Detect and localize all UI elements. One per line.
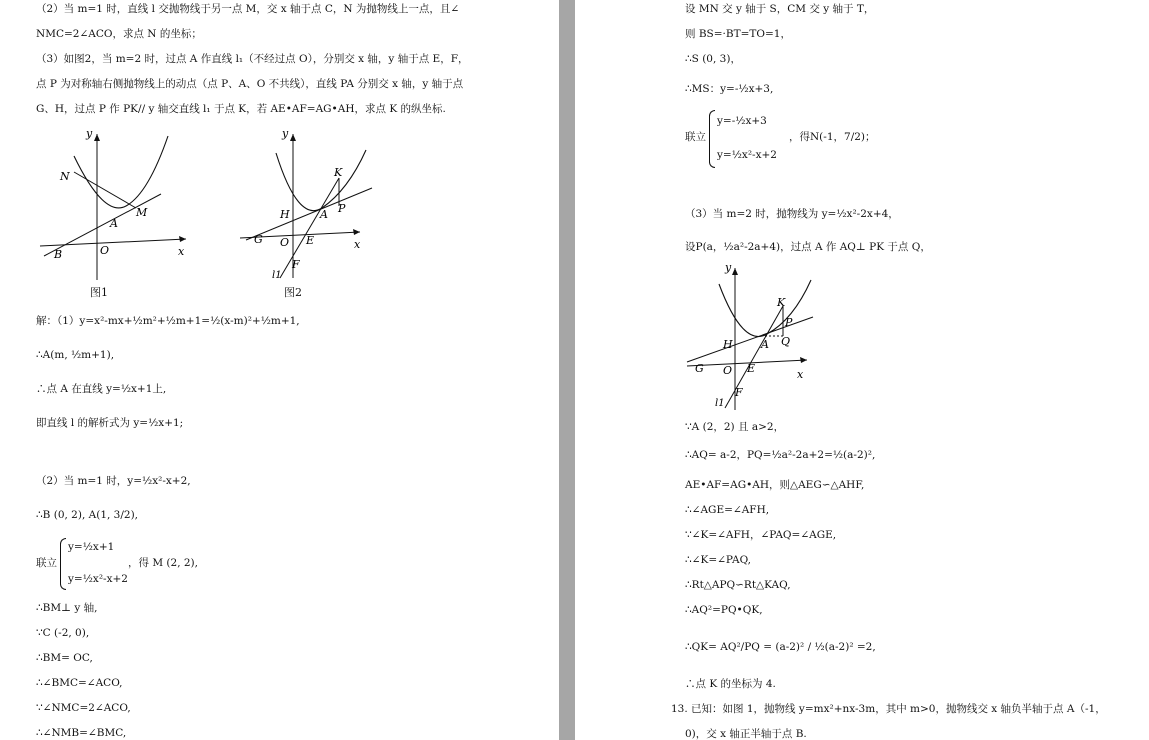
figure-1 xyxy=(36,128,196,283)
solution-line: ∴点 K 的坐标为 4. xyxy=(685,678,776,690)
system-eq: y=½x²-x+2 xyxy=(68,573,128,585)
solution-line: 即直线 l 的解析式为 y=½x+1; xyxy=(36,417,184,429)
system-eq: y=½x²-x+2 xyxy=(717,149,777,161)
system-eq: y=½x+1 xyxy=(68,541,115,553)
figure-1-caption: 图1 xyxy=(90,286,108,299)
solution-line: ∴∠AGE=∠AFH, xyxy=(685,504,770,516)
label-h: H xyxy=(280,208,290,221)
label-f: F xyxy=(292,258,300,271)
solution-line: ∴Rt△APQ∽Rt△KAQ, xyxy=(685,579,791,591)
problem-line: G、H，过点 P 作 PK// y 轴交直线 l₁ 于点 K，若 AE•AF=AG•AH，求点 K 的纵坐标. xyxy=(36,103,446,115)
solution-line: ∵C (-2, 0), xyxy=(36,627,90,639)
label-k: K xyxy=(777,296,786,309)
label-a: A xyxy=(110,217,118,230)
system-result: ，得 M (2, 2), xyxy=(128,557,198,569)
system-brace xyxy=(709,110,715,168)
left-page xyxy=(0,0,559,740)
label-e: E xyxy=(747,362,756,375)
solution-line: ∴A(m, ½m+1), xyxy=(36,349,115,361)
label-e: E xyxy=(306,234,315,247)
label-n: N xyxy=(60,170,70,183)
solution-line: 则 BS=·BT=TO=1， xyxy=(685,28,791,40)
solution-line: 设P(a，½a²-2a+4)，过点 A 作 AQ⊥ PK 于点 Q， xyxy=(685,241,931,253)
solution-line: ∵∠K=∠AFH，∠PAQ=∠AGE, xyxy=(685,529,837,541)
label-y: y xyxy=(725,262,732,274)
label-o: O xyxy=(723,364,733,377)
solution-line: AE•AF=AG•AH，则△AEG∽△AHF, xyxy=(685,479,865,491)
line-pa xyxy=(687,317,813,362)
problem-line: （2）当 m=1 时，直线 l 交抛物线于另一点 M，交 x 轴于点 C，N 为抛物线上一点，且∠ xyxy=(36,3,460,15)
solution-line: ∴∠BMC=∠ACO, xyxy=(36,677,123,689)
right-page xyxy=(575,0,1149,740)
label-l1: l1 xyxy=(272,270,282,281)
solution-line: ∴BM= OC, xyxy=(36,652,93,664)
label-k: K xyxy=(334,166,343,179)
solution-line: ∵∠NMC=2∠ACO, xyxy=(36,702,131,714)
label-l1: l1 xyxy=(715,398,725,409)
figure-2 xyxy=(236,128,376,283)
system-label: 联立 xyxy=(36,557,57,569)
label-x: x xyxy=(354,238,361,251)
system-eq: y=-½x+3 xyxy=(717,115,767,127)
label-y: y xyxy=(282,128,289,140)
label-o: O xyxy=(280,236,290,249)
figure-3 xyxy=(683,262,818,412)
label-p: P xyxy=(785,316,793,329)
label-g: G xyxy=(695,362,704,375)
solution-line: （3）当 m=2 时，抛物线为 y=½x²-2x+4， xyxy=(685,208,899,220)
problem-line: 点 P 为对称轴右侧抛物线上的动点（点 P、A、O 不共线），直线 PA 分别交 x 轴，y 轴于点 xyxy=(36,78,464,90)
solution-line: （2）当 m=1 时，y=½x²-x+2, xyxy=(36,475,191,487)
label-a: A xyxy=(761,338,769,351)
solution-line: ∵A (2，2) 且 a>2， xyxy=(685,421,785,433)
label-q: Q xyxy=(781,335,791,348)
label-a: A xyxy=(320,208,328,221)
solution-line: ∴BM⊥ y 轴, xyxy=(36,602,98,614)
problem-line: （3）如图2，当 m=2 时，过点 A 作直线 l₁（不经过点 O），分别交 x 轴，y 轴于点 E，F， xyxy=(36,53,469,65)
label-m: M xyxy=(136,206,148,219)
figure-2-caption: 图2 xyxy=(284,286,302,299)
problem-line: 0)，交 x 轴正半轴于点 B. xyxy=(685,728,807,740)
label-f: F xyxy=(735,386,743,399)
system-result: ，得N(-1，7/2)； xyxy=(789,131,876,143)
solution-line: ∴点 A 在直线 y=½x+1上, xyxy=(36,383,167,395)
label-x: x xyxy=(797,368,804,381)
parabola xyxy=(276,150,366,211)
system-brace xyxy=(60,538,66,590)
solution-line: 设 MN 交 y 轴于 S，CM 交 y 轴于 T， xyxy=(685,3,875,15)
problem-line: 13. 已知：如图 1，抛物线 y=mx²+nx-3m，其中 m>0，抛物线交 x 轴负半轴于点 A（-1， xyxy=(671,703,1106,715)
solution-line: ∴B (0, 2), A(1, 3/2), xyxy=(36,509,139,521)
solution-line: ∴QK= AQ²/PQ = (a-2)² / ½(a-2)² =2, xyxy=(685,641,876,653)
line-l1 xyxy=(280,178,339,278)
line-l1 xyxy=(725,306,783,408)
problem-line: NMC=2∠ACO，求点 N 的坐标； xyxy=(36,28,202,40)
parabola xyxy=(74,136,168,208)
label-b: B xyxy=(54,248,63,261)
solution-line xyxy=(36,314,300,328)
solution-text: 解：（1）y= xyxy=(36,315,95,327)
solution-line: ∴∠NMB=∠BMC, xyxy=(36,727,127,739)
label-o: O xyxy=(100,244,110,257)
solution-line: ∴MS：y=-½x+3, xyxy=(685,83,774,95)
solution-text: x²-mx+½m²+½m+1=½(x-m)²+½m+1, xyxy=(94,315,300,327)
label-p: P xyxy=(338,202,346,215)
system-label: 联立 xyxy=(685,131,706,143)
label-y: y xyxy=(86,128,93,140)
label-g: G xyxy=(254,233,263,246)
solution-line: ∴∠K=∠PAQ, xyxy=(685,554,752,566)
solution-line: ∴AQ= a-2，PQ=½a²-2a+2=½(a-2)², xyxy=(685,449,876,461)
solution-line: ∴AQ²=PQ•QK, xyxy=(685,604,763,616)
label-h: H xyxy=(723,338,733,351)
parabola xyxy=(719,280,811,337)
solution-line: ∴S (0, 3)， xyxy=(685,53,741,65)
x-axis xyxy=(40,239,186,246)
label-x: x xyxy=(178,245,185,258)
